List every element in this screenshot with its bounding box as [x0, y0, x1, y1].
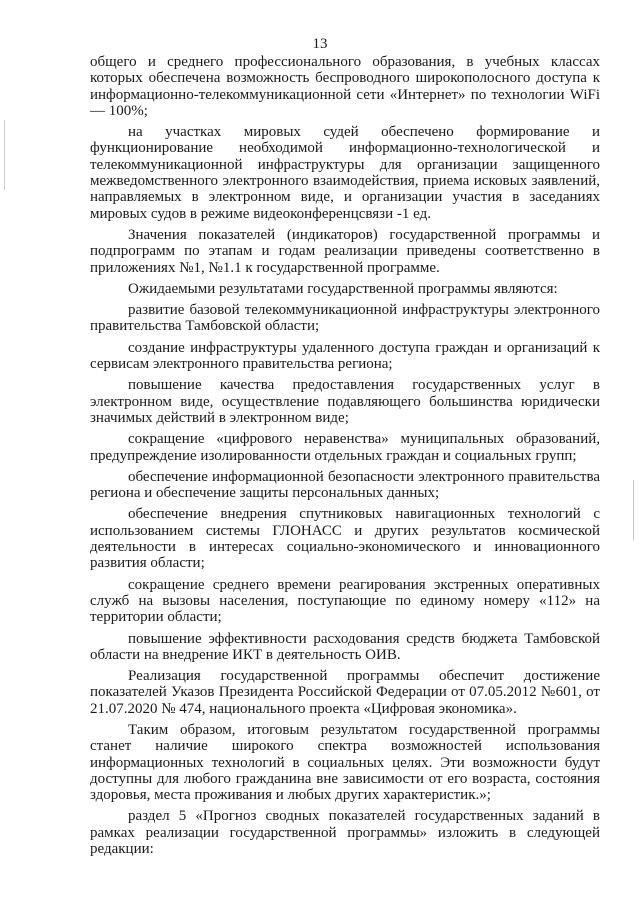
- paragraph: раздел 5 «Прогноз сводных показателей государственных заданий в рамках реализации государственной программы» изложить в следующей редакции:: [90, 808, 600, 858]
- paragraph: Реализация государственной программы обеспечит достижение показателей Указов Президента Российской Федерации от 07.05.2012 №601, от 21.07.2020 № 474, национального проекта «Цифровая экономика».: [90, 668, 600, 717]
- paragraph: развитие базовой телекоммуникационной инфраструктуры электронного правительства Тамбовской области;: [90, 302, 600, 335]
- paragraph: Таким образом, итоговым результатом государственной программы станет наличие широкого спектра возможностей использования информационных технологий в социальных целях. Эти возможности будут доступны для любого гражданина вне зависимости от его возраста, состояния здоровья, места проживания и любых других характеристик.»;: [90, 721, 600, 804]
- paragraph: Ожидаемыми результатами государственной программы являются:: [128, 280, 558, 297]
- paragraph: обеспечение внедрения спутниковых навигационных технологий с использованием системы ГЛОНАСС и других результатов космической деятельности в интересах социально-экономического и инновационного развития области;: [90, 506, 600, 572]
- paragraph: повышение эффективности расходования средств бюджета Тамбовской области на внедрение ИКТ в деятельность ОИВ.: [90, 630, 600, 663]
- paragraph: создание инфраструктуры удаленного доступа граждан и организаций к сервисам электронного правительства региона;: [90, 339, 600, 373]
- paragraph: сокращение «цифрового неравенства» муниципальных образований, предупреждение изолированности отдельных граждан и социальных групп;: [90, 431, 600, 464]
- paragraph: на участках мировых судей обеспечено формирование и функционирование необходимой информационно-технологической и телекоммуникационной инфраструктуры для организации защищенного межведомственного электронного взаимодействия, приема исковых заявлений, направляемых в электронном виде, и организации участия в заседаниях мировых судов в режиме видеоконференцсвязи -1 ед.: [90, 124, 600, 222]
- paragraph: сокращение среднего времени реагирования экстренных оперативных служб на вызовы населения, поступающие по единому номеру «112» на территории области;: [90, 576, 600, 626]
- paragraph: обеспечение информационной безопасности электронного правительства региона и обеспечение защиты персональных данных;: [90, 468, 600, 502]
- scan-edge-mark: [4, 120, 5, 190]
- document-body: [90, 54, 600, 862]
- paragraph: общего и среднего профессионального образования, в учебных классах которых обеспечена возможность беспроводного широкополосного доступа к информационно-телекоммуникационной сети «Интернет» по технологии WiFi — 100%;: [90, 54, 600, 119]
- paragraph: повышение качества предоставления государственных услуг в электронном виде, осуществление подавляющего большинства юридически значимых действий в электронном виде;: [90, 377, 600, 426]
- paragraph: Значения показателей (индикаторов) государственной программы и подпрограмм по этапам и годам реализации приведены соответственно в приложениях №1, №1.1 к государственной программе.: [90, 226, 600, 276]
- scan-edge-mark: [633, 480, 634, 540]
- page-number: 13: [312, 36, 328, 52]
